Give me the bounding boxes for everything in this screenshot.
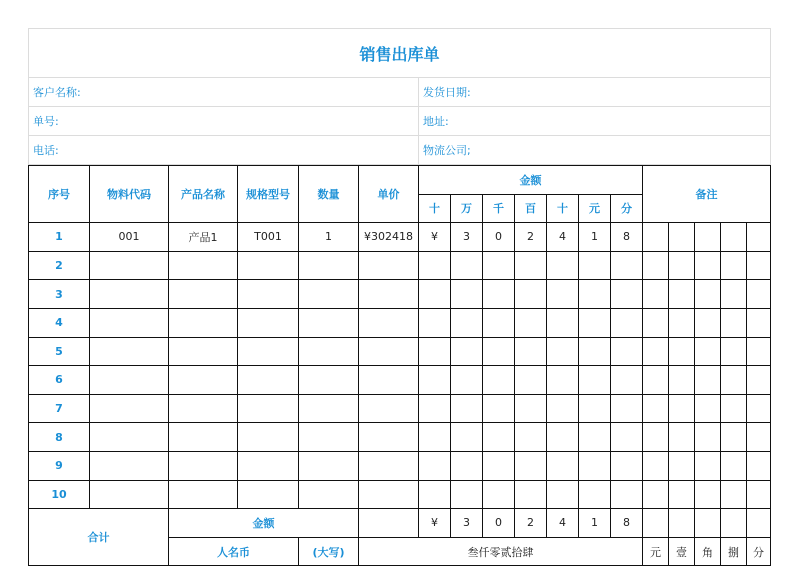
total-digit-cell: 8 (611, 509, 643, 538)
remark-cell[interactable] (721, 366, 747, 395)
remark-cell[interactable] (669, 337, 695, 366)
amount-digit-cell[interactable] (451, 394, 483, 423)
amount-digit-cell[interactable] (419, 251, 451, 280)
remark-cell[interactable] (695, 308, 721, 337)
amount-digit-cell[interactable] (451, 308, 483, 337)
quantity-cell[interactable] (299, 251, 359, 280)
spec-model-cell[interactable] (238, 251, 299, 280)
remark-cell[interactable] (643, 509, 669, 538)
amount-digit-cell[interactable] (451, 337, 483, 366)
spec-model-cell[interactable] (238, 451, 299, 480)
remark-cell[interactable] (669, 394, 695, 423)
remark-cell[interactable] (643, 366, 669, 395)
amount-digit-cell[interactable] (451, 251, 483, 280)
remark-cell[interactable] (695, 337, 721, 366)
amount-digit-cell[interactable]: ¥ (419, 223, 451, 252)
amount-digit-cell[interactable] (579, 366, 611, 395)
quantity-cell[interactable] (299, 337, 359, 366)
row-index: 10 (29, 480, 90, 509)
amount-digit-cell[interactable] (611, 394, 643, 423)
digit-header: 万 (451, 194, 483, 223)
row-index: 2 (29, 251, 90, 280)
col-header-unit-price: 单价 (359, 166, 419, 223)
material-code-cell[interactable] (90, 337, 169, 366)
unit-price-cell[interactable] (359, 280, 419, 309)
table-row (29, 251, 771, 280)
row-index: 6 (29, 366, 90, 395)
uppercase-label: (大写) (299, 537, 359, 566)
spec-model-cell[interactable] (238, 423, 299, 452)
remark-cell[interactable] (721, 423, 747, 452)
amount-digit-cell[interactable] (547, 423, 579, 452)
amount-digit-cell[interactable] (451, 423, 483, 452)
product-name-cell[interactable] (169, 451, 238, 480)
amount-digit-cell[interactable] (483, 366, 515, 395)
product-name-cell[interactable] (169, 366, 238, 395)
quantity-cell[interactable] (299, 308, 359, 337)
amount-digit-cell[interactable] (515, 423, 547, 452)
material-code-cell[interactable] (90, 480, 169, 509)
row-index: 1 (29, 223, 90, 252)
remark-cell[interactable] (669, 366, 695, 395)
spec-model-cell[interactable] (238, 337, 299, 366)
amount-digit-cell[interactable]: 3 (451, 223, 483, 252)
total-digit-cell: 4 (547, 509, 579, 538)
amount-digit-cell[interactable] (547, 451, 579, 480)
remark-cell[interactable] (747, 451, 771, 480)
amount-digit-cell[interactable] (515, 337, 547, 366)
remark-cell[interactable] (695, 251, 721, 280)
amount-digit-cell[interactable] (611, 308, 643, 337)
digit-header: 十 (547, 194, 579, 223)
sales-outbound-form (28, 28, 771, 566)
spec-model-cell[interactable] (238, 394, 299, 423)
remark-cell[interactable] (643, 451, 669, 480)
remark-cell[interactable] (669, 509, 695, 538)
amount-digit-cell[interactable] (451, 480, 483, 509)
row-index: 3 (29, 280, 90, 309)
total-amount-label: 金额 (169, 509, 359, 538)
table-row (29, 480, 771, 509)
total-digit-cell: 3 (451, 509, 483, 538)
spec-model-cell[interactable] (238, 308, 299, 337)
amount-digit-cell[interactable] (515, 451, 547, 480)
form-header-table (28, 28, 771, 165)
remark-cell[interactable] (669, 251, 695, 280)
amount-digit-cell[interactable] (515, 394, 547, 423)
amount-digit-cell[interactable] (419, 308, 451, 337)
unit-price-cell[interactable] (359, 308, 419, 337)
quantity-cell[interactable] (299, 480, 359, 509)
row-index: 4 (29, 308, 90, 337)
amount-digit-cell[interactable] (547, 394, 579, 423)
quantity-cell[interactable] (299, 366, 359, 395)
amount-digit-cell[interactable] (547, 280, 579, 309)
amount-digit-cell[interactable]: 8 (611, 223, 643, 252)
col-header-material-code: 物料代码 (90, 166, 169, 223)
remark-cell[interactable] (669, 223, 695, 252)
amount-digit-cell[interactable] (483, 280, 515, 309)
remark-cell[interactable] (643, 223, 669, 252)
material-code-cell[interactable] (90, 451, 169, 480)
address-label: 地址: (419, 107, 771, 136)
quantity-cell[interactable] (299, 394, 359, 423)
digit-header: 元 (579, 194, 611, 223)
remark-cell[interactable] (695, 394, 721, 423)
amount-digit-cell[interactable] (611, 480, 643, 509)
table-row (29, 366, 771, 395)
spec-model-cell[interactable]: T001 (238, 223, 299, 252)
col-header-remark: 备注 (643, 166, 771, 223)
amount-digit-cell[interactable] (515, 308, 547, 337)
remark-cell[interactable] (669, 308, 695, 337)
product-name-cell[interactable] (169, 251, 238, 280)
remark-cell[interactable] (721, 509, 747, 538)
material-code-cell[interactable] (90, 394, 169, 423)
amount-digit-cell[interactable] (579, 308, 611, 337)
spec-model-cell[interactable] (238, 366, 299, 395)
remark-cell[interactable] (721, 251, 747, 280)
total-digit-cell: ¥ (419, 509, 451, 538)
remark-cell[interactable] (721, 223, 747, 252)
unit-price-cell[interactable] (359, 451, 419, 480)
table-row (29, 223, 771, 252)
remark-cell[interactable] (669, 280, 695, 309)
quantity-cell[interactable]: 1 (299, 223, 359, 252)
amount-digit-cell[interactable] (483, 251, 515, 280)
col-header-spec-model: 规格型号 (238, 166, 299, 223)
remark-cell[interactable] (695, 451, 721, 480)
unit-price-cell[interactable] (359, 251, 419, 280)
amount-digit-cell[interactable] (579, 480, 611, 509)
items-table (28, 165, 771, 566)
remark-cell[interactable] (695, 480, 721, 509)
amount-digit-cell[interactable] (483, 308, 515, 337)
remark-cell[interactable] (747, 423, 771, 452)
amount-digit-cell[interactable] (483, 337, 515, 366)
total-row (29, 509, 771, 538)
product-name-cell[interactable] (169, 480, 238, 509)
remark-cell[interactable] (669, 451, 695, 480)
remark-cell[interactable] (747, 251, 771, 280)
amount-digit-cell[interactable] (611, 423, 643, 452)
amount-digit-cell[interactable] (483, 480, 515, 509)
remark-cell[interactable] (721, 280, 747, 309)
remark-cell[interactable] (721, 480, 747, 509)
amount-digit-cell[interactable] (419, 423, 451, 452)
unit-price-cell[interactable] (359, 423, 419, 452)
amount-digit-cell[interactable] (419, 337, 451, 366)
unit-price-cell[interactable] (359, 394, 419, 423)
material-code-cell[interactable] (90, 280, 169, 309)
unit-cell: 元 (643, 537, 669, 566)
total-label: 合计 (29, 509, 169, 566)
amount-digit-cell[interactable] (611, 280, 643, 309)
currency-label: 人名币 (169, 537, 299, 566)
page-title: 销售出库单 (29, 29, 771, 78)
col-header-amount: 金额 (419, 166, 643, 195)
remark-cell[interactable] (643, 308, 669, 337)
digit-header: 千 (483, 194, 515, 223)
row-index: 9 (29, 451, 90, 480)
remark-cell[interactable] (721, 337, 747, 366)
amount-digit-cell[interactable] (419, 480, 451, 509)
remark-cell[interactable] (721, 308, 747, 337)
remark-cell[interactable] (747, 280, 771, 309)
remark-cell[interactable] (669, 423, 695, 452)
unit-price-cell[interactable] (359, 480, 419, 509)
remark-cell[interactable] (643, 480, 669, 509)
amount-digit-cell[interactable] (579, 451, 611, 480)
material-code-cell[interactable] (90, 423, 169, 452)
quantity-cell[interactable] (299, 423, 359, 452)
col-header-product-name: 产品名称 (169, 166, 238, 223)
row-index: 8 (29, 423, 90, 452)
material-code-cell[interactable] (90, 366, 169, 395)
remark-cell[interactable] (695, 423, 721, 452)
remark-cell[interactable] (747, 337, 771, 366)
order-number-label: 单号: (29, 107, 419, 136)
amount-digit-cell[interactable] (419, 366, 451, 395)
remark-cell[interactable] (643, 423, 669, 452)
amount-digit-cell[interactable] (451, 366, 483, 395)
unit-cell: 捌 (721, 537, 747, 566)
remark-cell[interactable] (747, 480, 771, 509)
quantity-cell[interactable] (299, 451, 359, 480)
unit-price-cell[interactable] (359, 366, 419, 395)
table-row (29, 394, 771, 423)
product-name-cell[interactable] (169, 308, 238, 337)
product-name-cell[interactable] (169, 394, 238, 423)
amount-digit-cell[interactable] (611, 366, 643, 395)
total-digit-cell: 1 (579, 509, 611, 538)
amount-digit-cell[interactable] (547, 480, 579, 509)
col-header-index: 序号 (29, 166, 90, 223)
unit-cell: 角 (695, 537, 721, 566)
amount-digit-cell[interactable] (515, 251, 547, 280)
amount-digit-cell[interactable] (419, 394, 451, 423)
unit-cell: 分 (747, 537, 771, 566)
remark-cell[interactable] (747, 366, 771, 395)
amount-digit-cell[interactable] (547, 251, 579, 280)
amount-digit-cell[interactable] (419, 451, 451, 480)
remark-cell[interactable] (643, 394, 669, 423)
material-code-cell[interactable]: 001 (90, 223, 169, 252)
remark-cell[interactable] (669, 480, 695, 509)
digit-header: 分 (611, 194, 643, 223)
logistics-company-label: 物流公司; (419, 136, 771, 165)
amount-digit-cell[interactable] (547, 308, 579, 337)
remark-cell[interactable] (721, 451, 747, 480)
quantity-cell[interactable] (299, 280, 359, 309)
amount-digit-cell[interactable] (547, 337, 579, 366)
amount-digit-cell[interactable] (451, 451, 483, 480)
amount-digit-cell[interactable] (611, 451, 643, 480)
ship-date-label: 发货日期: (419, 78, 771, 107)
total-digit-cell: 0 (483, 509, 515, 538)
amount-digit-cell[interactable] (483, 423, 515, 452)
spec-model-cell[interactable] (238, 280, 299, 309)
unit-price-cell[interactable]: ¥302418 (359, 223, 419, 252)
product-name-cell[interactable] (169, 337, 238, 366)
uppercase-amount-value: 叁仟零贰拾肆 (359, 537, 643, 566)
spec-model-cell[interactable] (238, 480, 299, 509)
remark-cell[interactable] (643, 280, 669, 309)
product-name-cell[interactable] (169, 423, 238, 452)
remark-cell[interactable] (643, 337, 669, 366)
customer-name-label: 客户名称: (29, 78, 419, 107)
remark-cell[interactable] (695, 223, 721, 252)
amount-digit-cell[interactable]: 0 (483, 223, 515, 252)
total-blank-cell (359, 509, 419, 538)
phone-label: 电话: (29, 136, 419, 165)
remark-cell[interactable] (695, 509, 721, 538)
remark-cell[interactable] (747, 223, 771, 252)
amount-digit-cell[interactable] (579, 251, 611, 280)
remark-cell[interactable] (747, 308, 771, 337)
amount-digit-cell[interactable]: 1 (579, 223, 611, 252)
table-row (29, 337, 771, 366)
amount-digit-cell[interactable] (611, 251, 643, 280)
amount-digit-cell[interactable] (547, 366, 579, 395)
table-row (29, 423, 771, 452)
amount-digit-cell[interactable] (451, 280, 483, 309)
amount-digit-cell[interactable] (419, 280, 451, 309)
amount-digit-cell[interactable] (579, 423, 611, 452)
amount-digit-cell[interactable] (483, 451, 515, 480)
remark-cell[interactable] (643, 251, 669, 280)
amount-digit-cell[interactable]: 4 (547, 223, 579, 252)
amount-digit-cell[interactable] (579, 394, 611, 423)
remark-cell[interactable] (747, 509, 771, 538)
unit-price-cell[interactable] (359, 337, 419, 366)
amount-digit-cell[interactable] (515, 280, 547, 309)
remark-cell[interactable] (747, 394, 771, 423)
material-code-cell[interactable] (90, 308, 169, 337)
remark-cell[interactable] (695, 366, 721, 395)
product-name-cell[interactable] (169, 280, 238, 309)
amount-digit-cell[interactable] (483, 394, 515, 423)
table-row (29, 280, 771, 309)
amount-digit-cell[interactable] (515, 366, 547, 395)
row-index: 5 (29, 337, 90, 366)
material-code-cell[interactable] (90, 251, 169, 280)
digit-header: 十 (419, 194, 451, 223)
table-row (29, 308, 771, 337)
unit-cell: 壹 (669, 537, 695, 566)
amount-digit-cell[interactable] (611, 337, 643, 366)
amount-digit-cell[interactable] (579, 337, 611, 366)
digit-header: 百 (515, 194, 547, 223)
amount-digit-cell[interactable] (579, 280, 611, 309)
amount-digit-cell[interactable] (515, 480, 547, 509)
amount-digit-cell[interactable]: 2 (515, 223, 547, 252)
row-index: 7 (29, 394, 90, 423)
total-digit-cell: 2 (515, 509, 547, 538)
table-row (29, 451, 771, 480)
remark-cell[interactable] (695, 280, 721, 309)
col-header-quantity: 数量 (299, 166, 359, 223)
remark-cell[interactable] (721, 394, 747, 423)
product-name-cell[interactable]: 产品1 (169, 223, 238, 252)
